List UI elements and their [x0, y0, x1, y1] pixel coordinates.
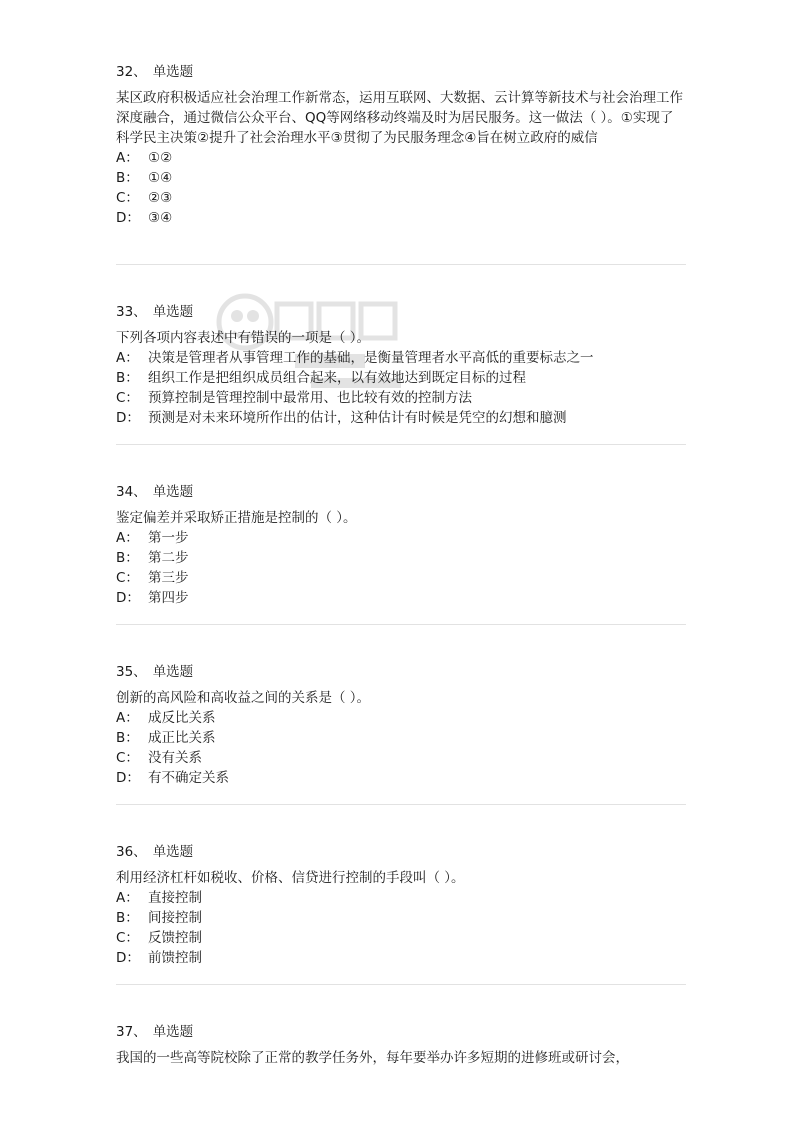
option-letter: A： [116, 890, 139, 906]
question-33 [116, 302, 686, 428]
divider [116, 444, 686, 445]
option-letter: D： [116, 770, 140, 786]
option-letter: D： [116, 410, 140, 426]
divider [116, 984, 686, 985]
option-text: 决策是管理者从事管理工作的基础，是衡量管理者水平高低的重要标志之一 [148, 350, 594, 366]
option-text: ①④ [148, 170, 173, 186]
option-c [116, 388, 686, 408]
option-letter: B： [116, 910, 139, 926]
option-letter: A： [116, 350, 139, 366]
option-d [116, 208, 686, 228]
option-b [116, 908, 686, 928]
option-text: ①② [148, 150, 173, 166]
option-text: 第二步 [148, 550, 189, 566]
option-a [116, 888, 686, 908]
question-type: 单选题 [152, 64, 194, 80]
question-stem: 创新的高风险和高收益之间的关系是（ ）。 [116, 690, 371, 706]
option-text: 成反比关系 [148, 710, 216, 726]
option-d [116, 588, 686, 608]
question-34 [116, 482, 686, 608]
question-header [116, 662, 686, 682]
option-a [116, 348, 686, 368]
option-text: 成正比关系 [148, 730, 216, 746]
question-stem: 某区政府积极适应社会治理工作新常态，运用互联网、大数据、云计算等新技术与社会治理工作深度融合，通过微信公众平台、QQ等网络移动终端及时为居民服务。这一做法（ ）。①实现了科学民主决策②提升了社会治理水平③贯彻了为民服务理念④旨在树立政府的威信 [116, 90, 683, 146]
option-letter: D： [116, 590, 140, 606]
question-type: 单选题 [152, 1024, 194, 1040]
divider [116, 804, 686, 805]
option-text: 预算控制是管理控制中最常用、也比较有效的控制方法 [148, 390, 472, 406]
option-c [116, 568, 686, 588]
question-stem: 利用经济杠杆如税收、价格、信贷进行控制的手段叫（ ）。 [116, 870, 465, 886]
option-text: 前馈控制 [148, 950, 202, 966]
option-text: 没有关系 [148, 750, 202, 766]
option-a [116, 148, 686, 168]
question-number: 37、 [116, 1024, 147, 1040]
question-type: 单选题 [152, 484, 194, 500]
option-b [116, 168, 686, 188]
option-letter: C： [116, 190, 139, 206]
option-text: 直接控制 [148, 890, 202, 906]
question-number: 36、 [116, 844, 147, 860]
option-d [116, 768, 686, 788]
question-stem: 鉴定偏差并采取矫正措施是控制的（ ）。 [116, 510, 357, 526]
question-32 [116, 62, 686, 228]
option-text: 第三步 [148, 570, 189, 586]
question-header [116, 482, 686, 502]
question-number: 34、 [116, 484, 147, 500]
option-b [116, 728, 686, 748]
question-header [116, 62, 686, 82]
option-text: 有不确定关系 [148, 770, 229, 786]
option-a [116, 528, 686, 548]
option-letter: A： [116, 150, 139, 166]
question-header [116, 842, 686, 862]
question-type: 单选题 [152, 844, 194, 860]
option-b [116, 368, 686, 388]
option-letter: A： [116, 710, 139, 726]
option-letter: C： [116, 930, 139, 946]
option-letter: B： [116, 170, 139, 186]
option-letter: D： [116, 950, 140, 966]
option-letter: C： [116, 570, 139, 586]
option-text: 反馈控制 [148, 930, 202, 946]
question-stem: 下列各项内容表述中有错误的一项是（ ）。 [116, 330, 371, 346]
option-text: 间接控制 [148, 910, 202, 926]
option-text: ③④ [148, 210, 173, 226]
option-letter: C： [116, 750, 139, 766]
question-header [116, 302, 686, 322]
option-c [116, 188, 686, 208]
question-number: 35、 [116, 664, 147, 680]
option-letter: C： [116, 390, 139, 406]
option-letter: B： [116, 370, 139, 386]
option-c [116, 928, 686, 948]
option-letter: A： [116, 530, 139, 546]
option-c [116, 748, 686, 768]
question-36 [116, 842, 686, 968]
option-b [116, 548, 686, 568]
question-37 [116, 1022, 686, 1068]
question-header [116, 1022, 686, 1042]
option-a [116, 708, 686, 728]
divider [116, 624, 686, 625]
question-number: 33、 [116, 304, 147, 320]
option-letter: B： [116, 730, 139, 746]
divider [116, 264, 686, 265]
question-stem: 我国的一些高等院校除了正常的教学任务外，每年要举办许多短期的进修班或研讨会， [116, 1050, 629, 1066]
option-text: 第四步 [148, 590, 189, 606]
question-type: 单选题 [152, 664, 194, 680]
option-text: ②③ [148, 190, 173, 206]
question-35 [116, 662, 686, 788]
question-number: 32、 [116, 64, 147, 80]
option-d [116, 948, 686, 968]
option-text: 组织工作是把组织成员组合起来，以有效地达到既定目标的过程 [148, 370, 526, 386]
option-letter: D： [116, 210, 140, 226]
option-text: 第一步 [148, 530, 189, 546]
question-type: 单选题 [152, 304, 194, 320]
option-letter: B： [116, 550, 139, 566]
option-d [116, 408, 686, 428]
option-text: 预测是对未来环境所作出的估计，这种估计有时候是凭空的幻想和臆测 [148, 410, 567, 426]
